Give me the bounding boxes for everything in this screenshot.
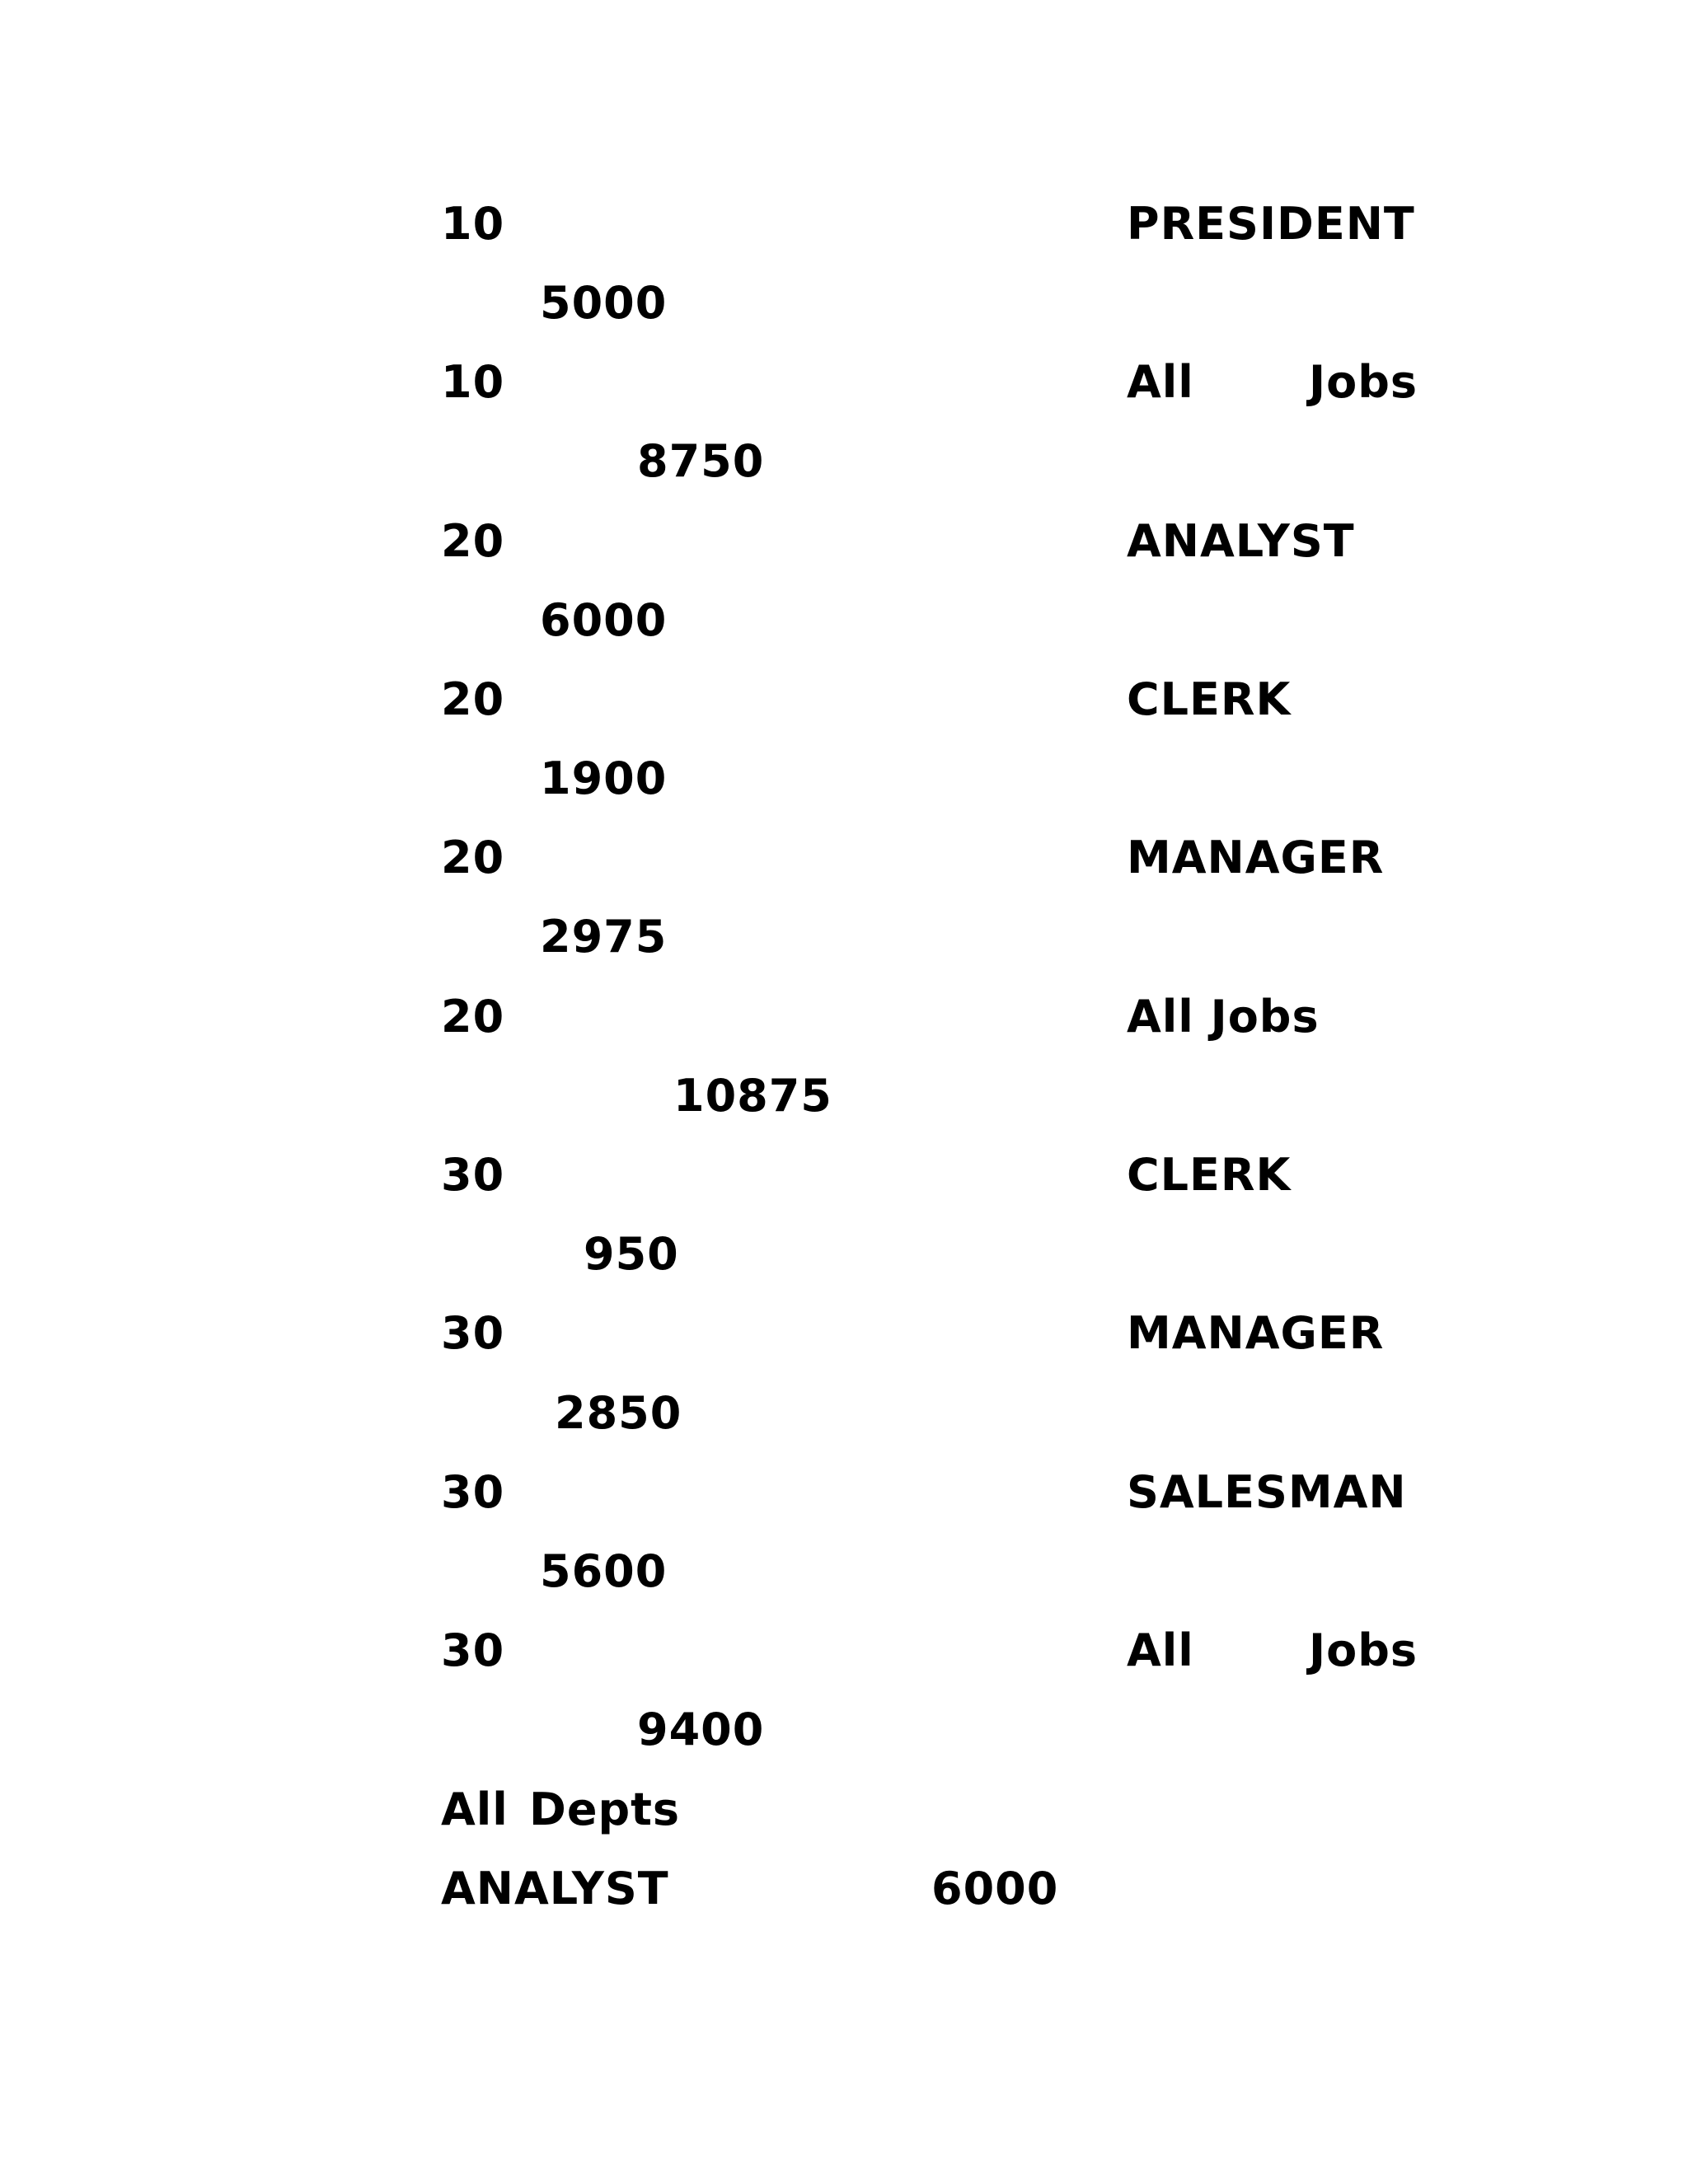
job-value-word: All	[1127, 356, 1194, 408]
job-value: ANALYST	[1127, 515, 1355, 567]
salary-value: 6000	[931, 1863, 1059, 1915]
job-value: All Jobs	[1127, 991, 1320, 1043]
job-value: ANALYST	[441, 1863, 669, 1915]
dept-value: 20	[441, 991, 505, 1043]
salary-value: 5000	[540, 277, 668, 329]
dept-value: 20	[441, 515, 505, 567]
salary-value: 950	[584, 1228, 679, 1280]
all-depts-label-word: All	[441, 1783, 509, 1835]
salary-value: 8750	[637, 435, 765, 487]
salary-value: 2850	[555, 1387, 682, 1439]
job-value-word: Jobs	[1309, 356, 1418, 408]
salary-value: 6000	[540, 594, 668, 646]
dept-value: 30	[441, 1624, 505, 1676]
salary-value: 5600	[540, 1545, 668, 1597]
dept-value: 10	[441, 356, 505, 408]
job-value-word: All	[1127, 1624, 1194, 1676]
job-value-word: Jobs	[1309, 1624, 1418, 1676]
salary-value: 9400	[637, 1704, 765, 1755]
job-value: CLERK	[1127, 1149, 1292, 1201]
dept-value: 30	[441, 1307, 505, 1359]
dept-value: 20	[441, 832, 505, 883]
salary-value: 10875	[673, 1070, 832, 1122]
dept-value: 10	[441, 198, 505, 250]
job-value: SALESMAN	[1127, 1466, 1407, 1518]
dept-value: 30	[441, 1466, 505, 1518]
salary-value: 2975	[540, 911, 668, 963]
job-value: MANAGER	[1127, 832, 1385, 883]
dept-value: 20	[441, 673, 505, 725]
job-value: PRESIDENT	[1127, 198, 1415, 250]
job-value: MANAGER	[1127, 1307, 1385, 1359]
all-depts-label-word: Depts	[529, 1783, 681, 1835]
job-value: CLERK	[1127, 673, 1292, 725]
dept-value: 30	[441, 1149, 505, 1201]
salary-value: 1900	[540, 752, 668, 804]
